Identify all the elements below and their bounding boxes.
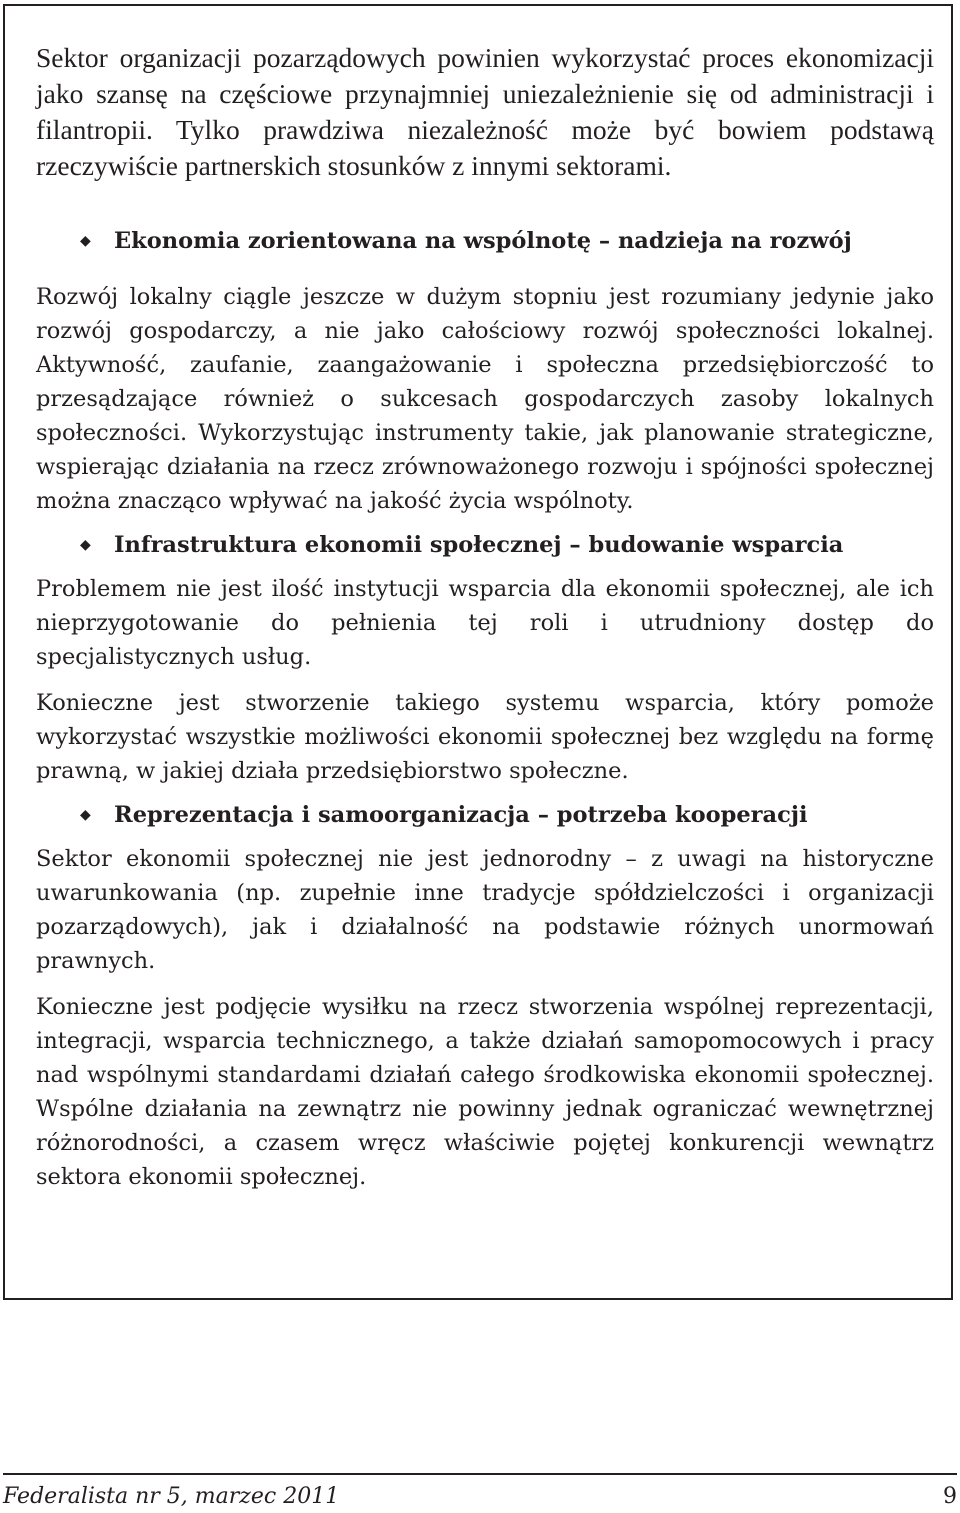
text-box-frame (3, 4, 953, 1300)
diamond-bullet-icon: ◆ (80, 233, 91, 249)
section-heading (36, 798, 934, 832)
section-representation (36, 798, 934, 1194)
section-paragraph: Konieczne jest stworzenie takiego systemu wsparcia, który pomoże wykorzystać wszystkie możliwości ekonomii społecznej bez względu na formę prawną, w jakiej działa przedsiębiorstwo społeczne. (36, 690, 934, 784)
diamond-bullet-icon: ◆ (80, 807, 91, 823)
section-paragraph: Problemem nie jest ilość instytucji wsparcia dla ekonomii społecznej, ale ich nieprzygotowanie do pełnienia tej roli i utrudniony dostęp do specjalistycznych usług. (36, 576, 934, 670)
intro-paragraph: Sektor organizacji pozarządowych powinien wykorzystać proces ekonomizacji jako szansę na częściowe przynajmniej uniezależnienie się od administracji i filantropii. Tylko prawdziwa niezależność może być bowiem podstawą rzeczywiście partnerskich stosunków z innymi sektorami. (36, 42, 934, 181)
section-heading-text: Infrastruktura ekonomii społecznej – budowanie wsparcia (114, 532, 844, 558)
section-heading (36, 224, 934, 258)
section-infrastructure (36, 528, 934, 788)
section-heading (36, 528, 934, 562)
section-community-economy (36, 224, 934, 518)
section-paragraph: Konieczne jest podjęcie wysiłku na rzecz stworzenia wspólnej reprezentacji, integracji, wsparcia technicznego, a także działań samopomocowych i pracy nad wspólnymi standardami działań całego środkowiska ekonomii społecznej. Wspólne działania na zewnątrz nie powinny jednak ograniczać wewnętrznej różnorodności, a czasem wręcz właściwie pojętej konkurencji wewnątrz sektora ekonomii społecznej. (36, 994, 934, 1190)
section-paragraph: Sektor ekonomii społecznej nie jest jednorodny – z uwagi na historyczne uwarunkowania (np. zupełnie inne tradycje spółdzielczości i organizacji pozarządowych), jak i działalność na podstawie różnych unormowań prawnych. (36, 846, 934, 974)
diamond-bullet-icon: ◆ (80, 537, 91, 553)
section-paragraph: Rozwój lokalny ciągle jeszcze w dużym stopniu jest rozumiany jedynie jako rozwój gospodarczy, a nie jako całościowy rozwój społeczności lokalnej. Aktywność, zaufanie, zaangażowanie i społeczna przedsiębiorczość to przesądzające również o sukcesach gospodarczych zasoby lokalnych społeczności. Wykorzystując instrumenty takie, jak planowanie strategiczne, wspierając działania na rzecz zrównoważonego rozwoju i spójności społecznej można znacząco wpływać na jakość życia wspólnoty. (36, 284, 934, 514)
section-heading-text: Ekonomia zorientowana na wspólnotę – nadzieja na rozwój (114, 228, 852, 254)
section-heading-text: Reprezentacja i samoorganizacja – potrzeba kooperacji (114, 802, 808, 828)
page-number: 9 (943, 1484, 957, 1509)
page-footer (3, 1473, 957, 1509)
text-box-content (36, 40, 934, 1204)
publication-title: Federalista nr 5, marzec 2011 (3, 1484, 340, 1509)
